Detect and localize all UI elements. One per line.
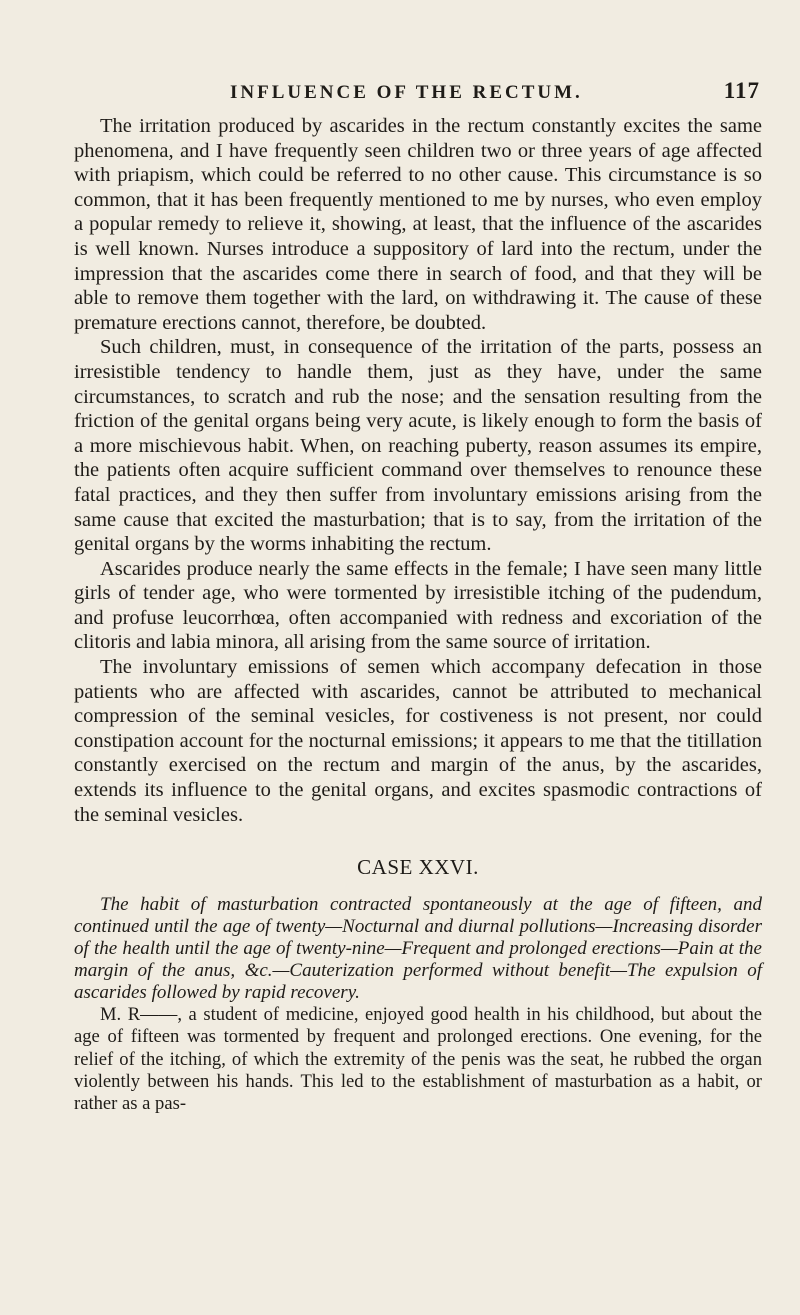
paragraph: Ascarides produce nearly the same effects in the female; I have seen many little girls of tender age, who were tormented by irresistible itching of the pudendum, and profuse leucorrhœa, often accompanied with redness and excoriation of the clitoris and labia minora, all arising from the same source of irritation. <box>74 557 762 654</box>
paragraph: The irritation produced by ascarides in the rectum constantly excites the same phenomena, and I have frequently seen children two or three years of age affected with priapism, which could be referred to no other cause. This circumstance is so common, that it has been frequently mentioned to me by nurses, who even employ a popular remedy to relieve it, showing, at least, that the influence of the ascarides is well known. Nurses introduce a suppository of lard into the rectum, under the impression that the ascarides come there in search of food, and that they will be able to remove them together with the lard, on withdrawing it. The cause of these premature erections cannot, therefore, be doubted. <box>74 115 762 334</box>
page-header <box>230 78 760 104</box>
running-head: INFLUENCE OF THE RECTUM. <box>230 82 583 103</box>
case-title: CASE XXVI. <box>357 855 479 880</box>
page-body <box>74 114 762 1116</box>
case-body: M. R——, a student of medicine, enjoyed good health in his childhood, but about the age of fifteen was tormented by frequent and prolonged erections. One evening, for the relief of the itching, of which the extremity of the penis was the seat, he rubbed the organ violently between his hands. This led to the establishment of masturbation as a habit, or rather as a pas- <box>74 1003 762 1115</box>
paragraph: The involuntary emissions of semen which accompany defecation in those patients who are affected with ascarides, cannot be attributed to mechanical compression of the seminal vesicles, for costiveness is not present, nor could constipation account for the nocturnal emissions; it appears to me that the titillation constantly exercised on the rectum and margin of the anus, by the ascarides, extends its influence to the genital organs, and excites spasmodic contractions of the seminal vesicles. <box>74 656 762 826</box>
page-number: 117 <box>723 78 760 103</box>
case-summary: The habit of masturbation contracted spontaneously at the age of fifteen, and continued until the age of twenty—Nocturnal and diurnal pollutions—Increasing disorder of the health until the age of twenty-nine—Frequent and prolonged erections—Pain at the margin of the anus, &c.—Cauterization performed without benefit—The expulsion of ascarides followed by rapid recovery. <box>74 893 762 1003</box>
paragraph: Such children, must, in consequence of the irritation of the parts, possess an irresistible tendency to handle them, just as they have, under the same circumstances, to scratch and rub the nose; and the sensation resulting from the friction of the genital organs being very acute, is likely enough to form the basis of a more mischievous habit. When, on reaching puberty, reason assumes its empire, the patients often acquire sufficient command over themselves to renounce these fatal practices, and they then suffer from involuntary emissions arising from the same cause that excited the masturbation; that is to say, from the irritation of the genital organs by the worms inhabiting the rectum. <box>74 336 762 556</box>
